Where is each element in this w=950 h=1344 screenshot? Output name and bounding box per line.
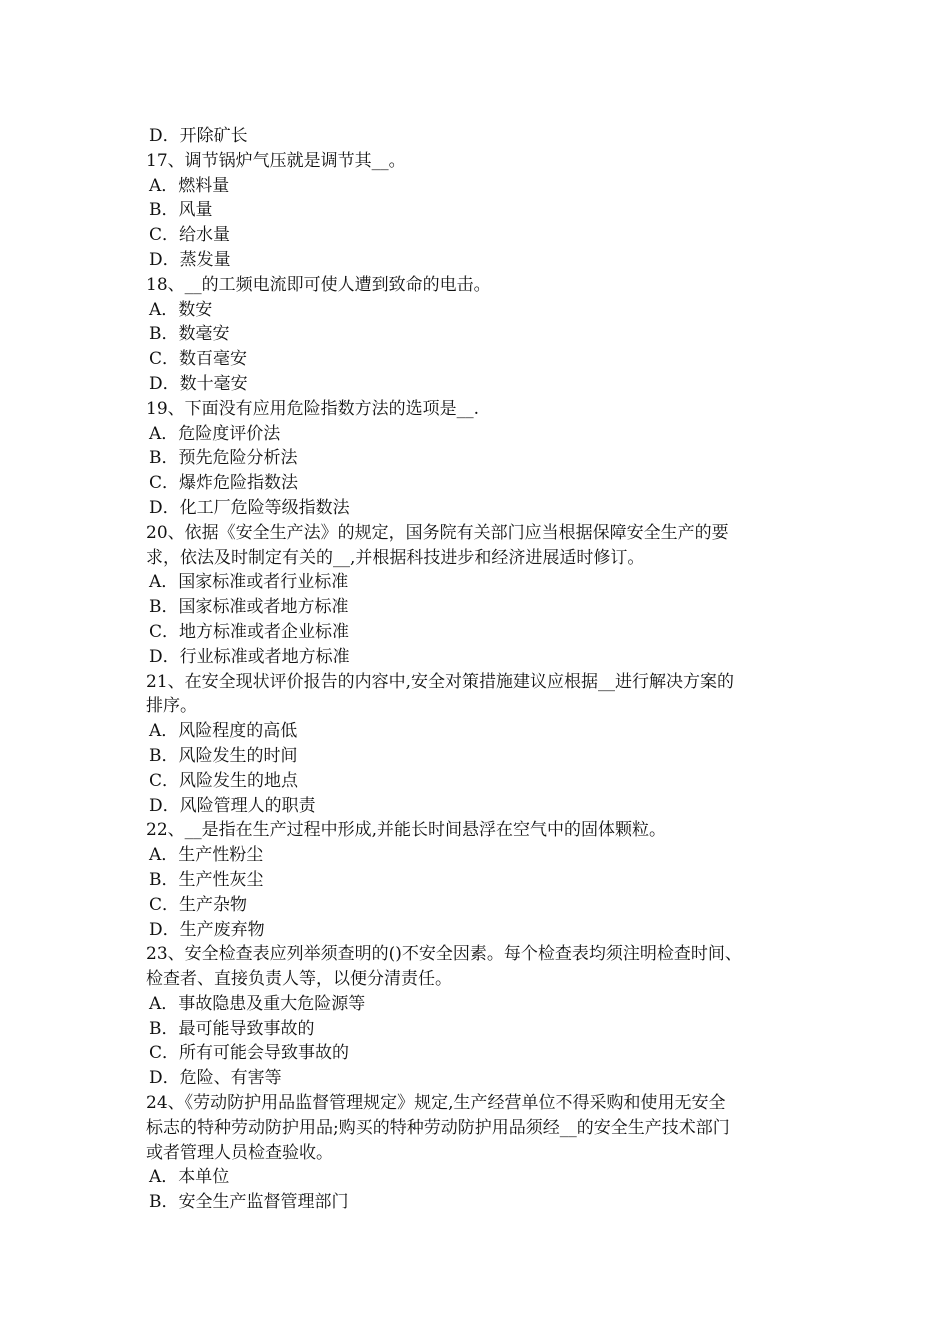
- answer-option: C．风险发生的地点: [149, 770, 299, 791]
- question-text: 19、下面没有应用危险指数方法的选项是__.: [146, 398, 480, 419]
- answer-option: C．数百毫安: [149, 349, 248, 370]
- answer-option: D．行业标准或者地方标准: [149, 646, 350, 667]
- answer-option: B．安全生产监督管理部门: [149, 1192, 349, 1213]
- answer-option: B．风险发生的时间: [149, 745, 298, 766]
- question-text: 或者管理人员检查验收。: [146, 1142, 333, 1163]
- answer-option: A．风险程度的高低: [149, 721, 298, 742]
- answer-option: A．燃料量: [149, 175, 230, 196]
- answer-option: C．给水量: [149, 225, 231, 246]
- answer-option: A．事故隐患及重大危险源等: [149, 993, 366, 1014]
- answer-option: C．生产杂物: [149, 894, 248, 915]
- question-text: 23、安全检查表应列举须查明的()不安全因素。每个检查表均须注明检查时间、: [146, 944, 742, 965]
- answer-option: A．危险度评价法: [149, 423, 281, 444]
- answer-option: A．数安: [149, 299, 213, 320]
- answer-option: D．数十毫安: [149, 373, 248, 394]
- answer-option: B．风量: [149, 200, 213, 221]
- question-text: 求，依法及时制定有关的__,并根据科技进步和经济进展适时修订。: [146, 547, 645, 568]
- answer-option: D．开除矿长: [149, 126, 248, 146]
- answer-option: A．生产性粉尘: [149, 845, 264, 866]
- question-text: 17、调节锅炉气压就是调节其__。: [146, 150, 406, 171]
- answer-option: B．预先危险分析法: [149, 448, 298, 469]
- question-text: 24、《劳动防护用品监督管理规定》规定,生产经营单位不得采购和使用无安全: [146, 1093, 726, 1114]
- document-page: [146, 124, 826, 1215]
- answer-option: B．数毫安: [149, 324, 230, 345]
- answer-option: D．风险管理人的职责: [149, 795, 316, 816]
- answer-option: D．蒸发量: [149, 249, 231, 270]
- question-text: 检查者、直接负责人等，以便分清责任。: [146, 969, 452, 990]
- answer-option: D．危险、有害等: [149, 1068, 282, 1089]
- question-text: 排序。: [146, 696, 197, 717]
- answer-option: C．所有可能会导致事故的: [149, 1043, 350, 1064]
- answer-option: B．国家标准或者地方标准: [149, 597, 349, 618]
- answer-option: D．化工厂危险等级指数法: [149, 497, 350, 518]
- question-text: 18、__的工频电流即可使人遭到致命的电击。: [146, 274, 491, 295]
- question-text: 22、__是指在生产过程中形成,并能长时间悬浮在空气中的固体颗粒。: [146, 820, 667, 841]
- answer-option: A．本单位: [149, 1167, 230, 1188]
- question-text: 20、依据《安全生产法》的规定，国务院有关部门应当根据保障安全生产的要: [146, 522, 729, 543]
- answer-option: A．国家标准或者行业标准: [149, 572, 349, 593]
- question-text: 标志的特种劳动防护用品;购买的特种劳动防护用品须经__的安全生产技术部门: [146, 1117, 730, 1138]
- question-text: 21、在安全现状评价报告的内容中,安全对策措施建议应根据__进行解决方案的: [146, 671, 735, 692]
- answer-option: B．最可能导致事故的: [149, 1018, 315, 1039]
- answer-option: D．生产废弃物: [149, 919, 265, 940]
- answer-option: C．地方标准或者企业标准: [149, 621, 350, 642]
- answer-option: C．爆炸危险指数法: [149, 473, 299, 494]
- answer-option: B．生产性灰尘: [149, 869, 264, 890]
